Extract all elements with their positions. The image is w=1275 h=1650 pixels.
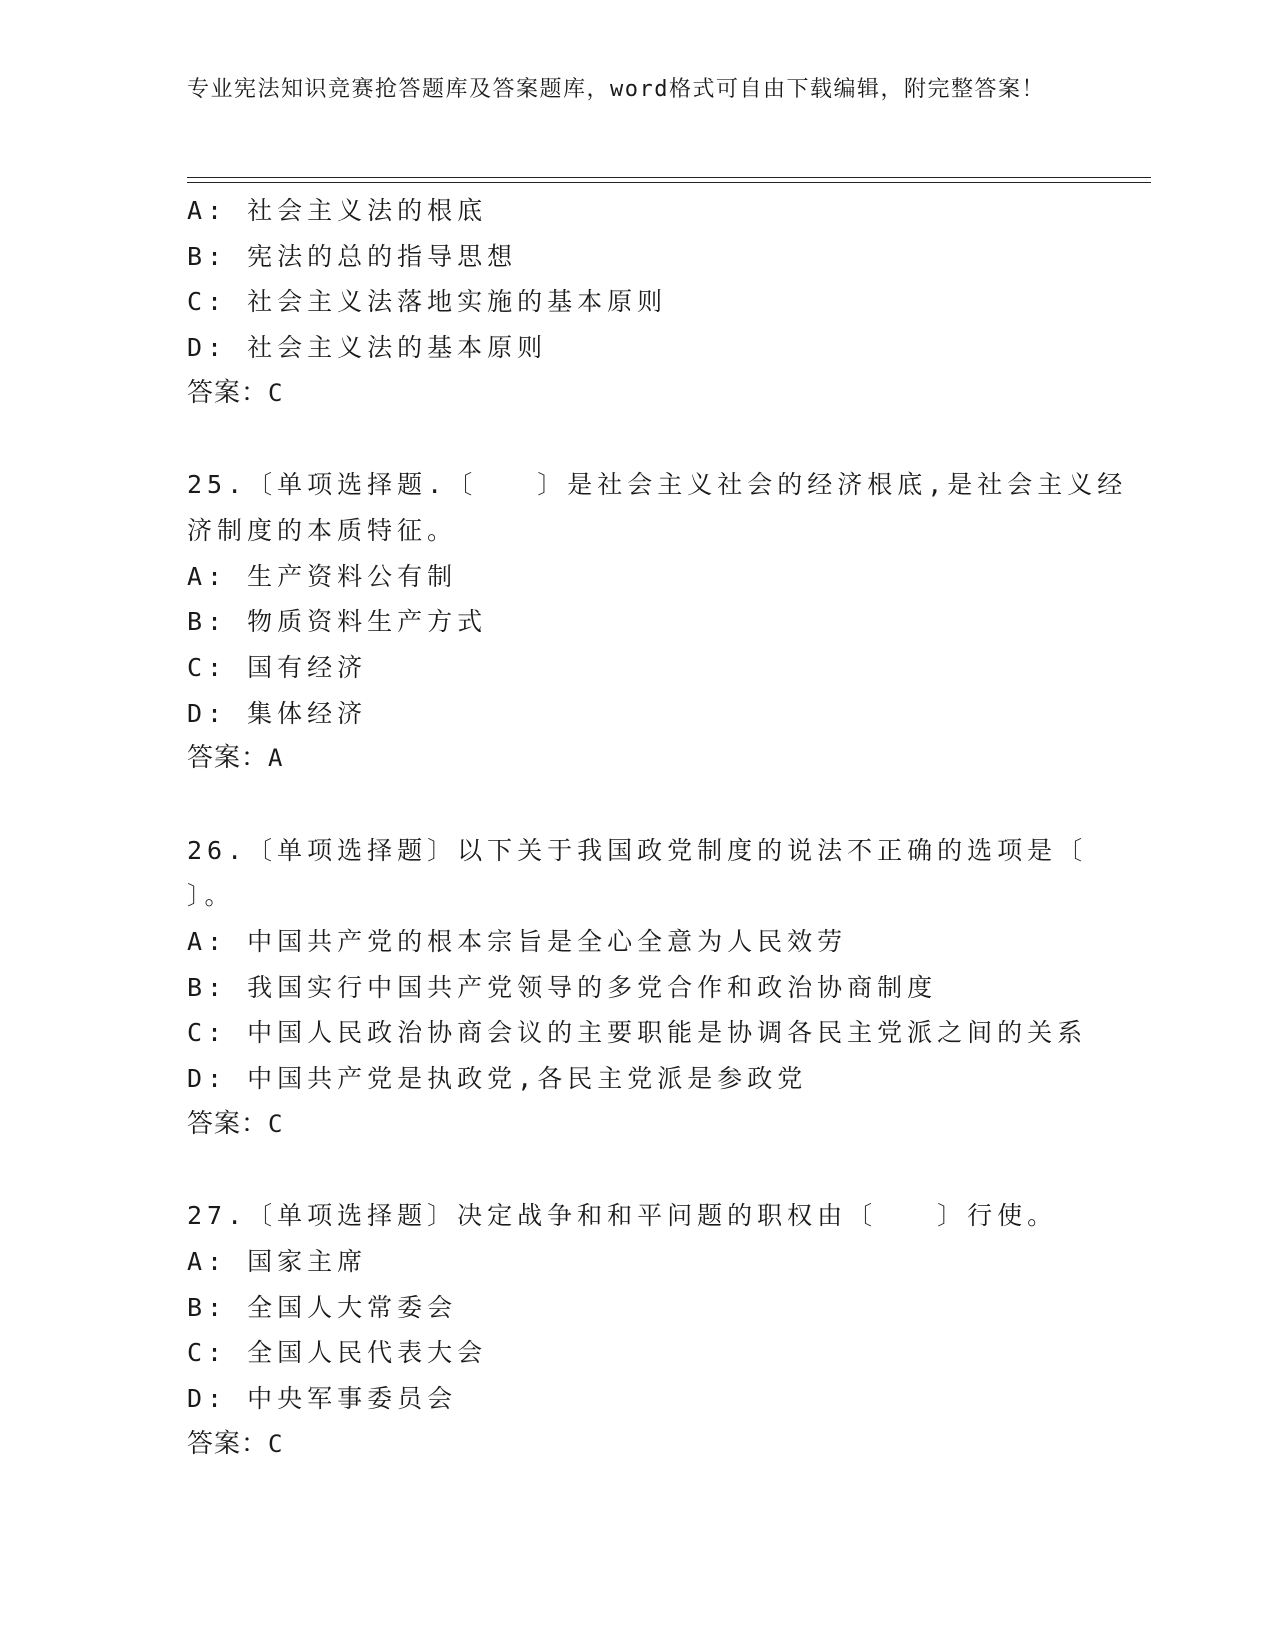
answer-value: A [268, 744, 284, 773]
option-a: A: 生产资料公有制 [187, 561, 458, 591]
question-block-26 [187, 828, 1088, 1148]
option-b: B: 我国实行中国共产党领导的多党合作和政治协商制度 [187, 972, 938, 1002]
option-d: D: 中国共产党是执政党,各民主党派是参政党 [187, 1064, 808, 1094]
answer-label: 答案： [187, 1428, 269, 1459]
answer-line [187, 1422, 1077, 1468]
answer-line [187, 736, 1077, 782]
option-a: A: 国家主席 [187, 1246, 368, 1276]
spacer [187, 1147, 1077, 1193]
question-stem-continued: 济制度的本质特征。 [187, 515, 458, 545]
header-rule-top [187, 177, 1151, 178]
question-stem: 25.〔单项选择题.〔 〕是社会主义社会的经济根底,是社会主义经 [187, 470, 1128, 500]
question-stem-continued: 〕。 [187, 881, 235, 911]
answer-line [187, 371, 1077, 417]
option-c: C: 社会主义法落地实施的基本原则 [187, 287, 668, 317]
spacer [187, 782, 1077, 828]
option-a: A: 中国共产党的根本宗旨是全心全意为人民效劳 [187, 927, 848, 956]
option-b: B: 宪法的总的指导思想 [187, 241, 518, 271]
header-rule-bottom [187, 182, 1151, 183]
document-header [187, 74, 1067, 105]
option-b: B: 物质资料生产方式 [187, 607, 488, 637]
option-d: D: 集体经济 [187, 698, 368, 728]
question-stem: 27.〔单项选择题〕决定战争和和平问题的职权由〔 〕行使。 [187, 1201, 1058, 1231]
option-d: D: 中央军事委员会 [187, 1383, 458, 1413]
question-block-prev [187, 188, 1077, 416]
option-c: C: 中国人民政治协商会议的主要职能是协调各民主党派之间的关系 [187, 1018, 1088, 1048]
answer-label: 答案： [187, 1108, 269, 1139]
question-stem: 26.〔单项选择题〕以下关于我国政党制度的说法不正确的选项是〔 [187, 835, 1088, 865]
header-title: 专业宪法知识竞赛抢答题库及答案题库，word格式可自由下载编辑，附完整答案！ [187, 77, 1045, 102]
answer-label: 答案： [187, 377, 269, 408]
document-body [187, 188, 1128, 1467]
answer-value: C [268, 378, 284, 407]
question-block-27 [187, 1193, 1077, 1467]
option-c: C: 全国人民代表大会 [187, 1338, 488, 1368]
answer-value: C [268, 1429, 284, 1458]
answer-line [187, 1102, 1077, 1148]
option-b: B: 全国人大常委会 [187, 1292, 458, 1322]
option-a: A: 社会主义法的根底 [187, 196, 488, 225]
question-block-25 [187, 462, 1128, 782]
answer-label: 答案： [187, 743, 269, 774]
option-d: D: 社会主义法的基本原则 [187, 333, 548, 363]
spacer [187, 416, 1077, 462]
option-c: C: 国有经济 [187, 652, 368, 682]
answer-value: C [268, 1109, 284, 1138]
